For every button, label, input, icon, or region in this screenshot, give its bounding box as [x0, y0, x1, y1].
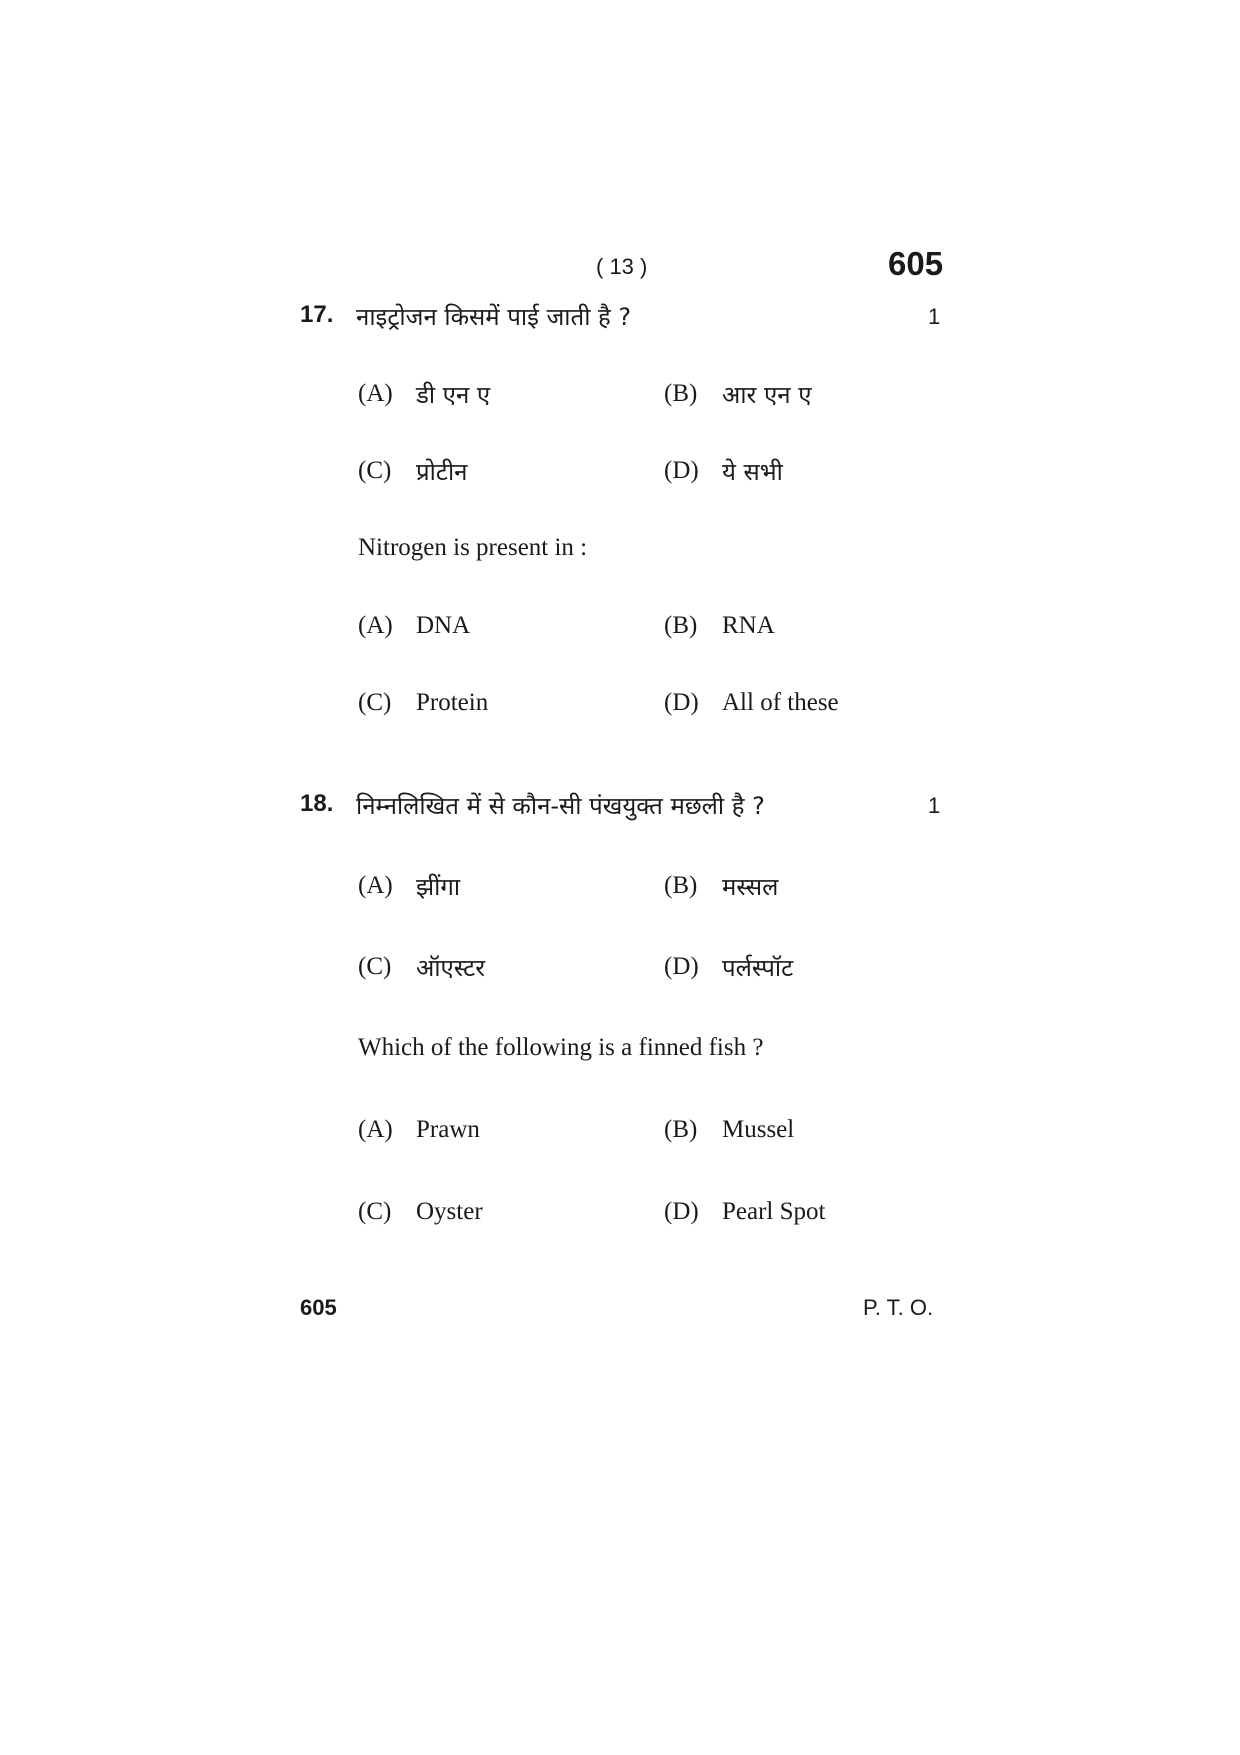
- question-17-english-option-b-text: RNA: [722, 612, 775, 639]
- question-17-hindi-text: नाइट्रोजन किसमें पाई जाती है ?: [356, 303, 632, 331]
- question-18-english-option-a-text: Prawn: [416, 1116, 480, 1143]
- question-17-english-text: Nitrogen is present in :: [358, 534, 588, 561]
- question-17-hindi-option-b-label: (B): [664, 380, 698, 407]
- question-18-hindi-text: निम्नलिखित में से कौन-सी पंखयुक्त मछली है ?: [356, 792, 765, 820]
- question-18-english-option-c-label: (C): [358, 1198, 392, 1225]
- question-17-hindi-option-c-label: (C): [358, 457, 392, 484]
- question-17-hindi-option-d-label: (D): [664, 457, 699, 484]
- question-18-hindi-option-d-text: पर्लस्पॉट: [722, 954, 794, 982]
- question-17-hindi-option-c-text: प्रोटीन: [416, 458, 468, 486]
- page-number: ( 13 ): [596, 254, 648, 279]
- question-17-english-option-c-label: (C): [358, 689, 392, 716]
- question-18-english-option-c-text: Oyster: [416, 1198, 483, 1225]
- question-18-marks: 1: [928, 793, 941, 818]
- question-18-hindi-option-a-label: (A): [358, 872, 393, 899]
- question-17-english-option-a-text: DNA: [416, 612, 471, 639]
- question-18-hindi-option-b-text: मस्सल: [722, 873, 779, 901]
- pto-note: P. T. O.: [863, 1295, 934, 1320]
- question-17-english-option-d-text: All of these: [722, 689, 839, 716]
- question-18-english-text: Which of the following is a finned fish ?: [358, 1034, 764, 1061]
- question-18-english-option-a-label: (A): [358, 1116, 393, 1143]
- question-17-hindi-option-b-text: आर एन ए: [722, 381, 812, 409]
- question-17-english-option-a-label: (A): [358, 612, 393, 639]
- question-17-hindi-option-d-text: ये सभी: [722, 458, 783, 486]
- question-17-english-option-d-label: (D): [664, 689, 699, 716]
- question-18-english-option-b-label: (B): [664, 1116, 698, 1143]
- question-18-hindi-option-c-text: ऑएस्टर: [416, 954, 486, 982]
- question-18-english-option-d-text: Pearl Spot: [722, 1198, 826, 1225]
- question-18-hindi-option-b-label: (B): [664, 872, 698, 899]
- question-18-hindi-option-d-label: (D): [664, 953, 699, 980]
- question-18-hindi-option-c-label: (C): [358, 953, 392, 980]
- question-18-english-option-d-label: (D): [664, 1198, 699, 1225]
- question-18-number: 18.: [300, 790, 334, 817]
- paper-code-header: 605: [888, 245, 944, 282]
- question-17-hindi-option-a-text: डी एन ए: [416, 381, 491, 409]
- question-17-english-option-c-text: Protein: [416, 689, 489, 716]
- question-18-english-option-b-text: Mussel: [722, 1116, 795, 1143]
- question-17-number: 17.: [300, 301, 334, 328]
- question-17-hindi-option-a-label: (A): [358, 380, 393, 407]
- paper-code-footer: 605: [300, 1295, 337, 1320]
- question-17-english-option-b-label: (B): [664, 612, 698, 639]
- question-17-marks: 1: [928, 304, 941, 329]
- question-18-hindi-option-a-text: झींगा: [416, 873, 461, 901]
